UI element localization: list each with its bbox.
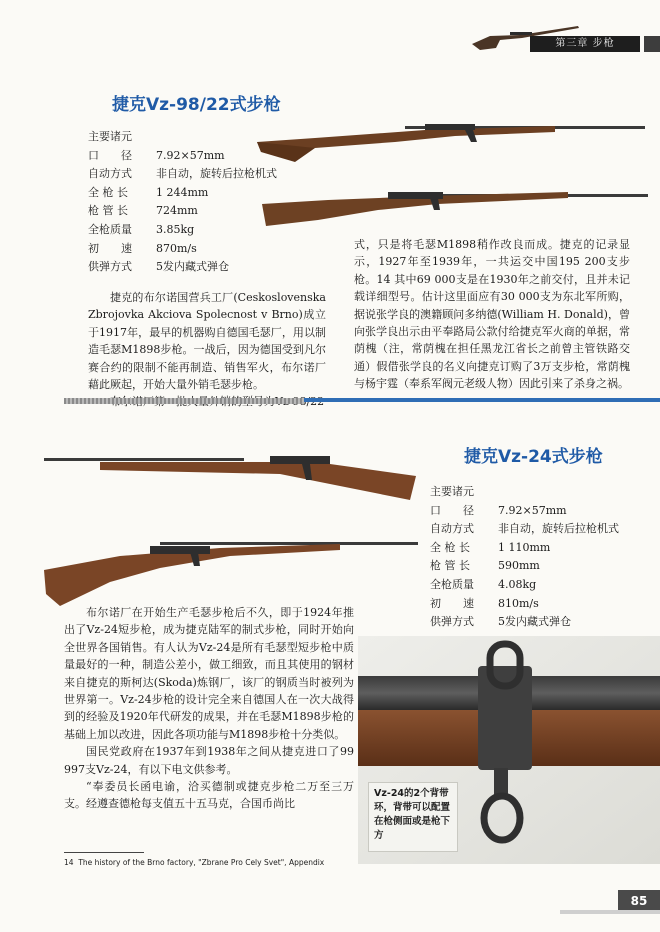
- paragraph: 布尔诺厂在开始生产毛瑟步枪后不久，即于1924年推出了Vz-24短步枪，成为捷克陆军的制式步枪，同时开始向全世界各国销售。有人认为Vz-24是所有毛瑟型短步枪中质量最好的一种，制造公差小，做工细致，而且其使用的钢材来自捷克的斯柯达(Skoda)炼钢厂，该厂的钢质当时被列为世界第一。Vz-24步枪的设计完全来自德国人在一次大战得到的经验及1920年代研发的成果，并在毛瑟M1898步枪的基础上加以改进，因此各项功能与M1898步枪十分类似。: [64, 606, 354, 741]
- specs-title: 主要诸元: [88, 130, 132, 143]
- footnote: [64, 857, 364, 868]
- section1-specs: [88, 128, 277, 277]
- spec-row: [88, 147, 277, 166]
- spec-row: [88, 221, 277, 240]
- page-footer-bar: [560, 910, 660, 914]
- spec-row: [430, 539, 619, 558]
- section2-body: [64, 604, 354, 813]
- paragraph: 式，只是将毛瑟M1898稍作改良而成。捷克的记录显示，1927年至1939年，一共运交中国195 200支步枪。14 其中69 000支是在1930年之前交付，且并未记载详细型号。估计这里面应有30 000支为东北军所购，据说张学良的澳籍顾问多纳德(William H. Donald)，曾向张学良出示由平奉路局公款付给捷克军火商的单据，常荫槐（注，常荫槐在担任黑龙江省长之前曾主管铁路交通）假借张学良的名义向捷克订购了3万支步枪，常荫槐与杨宇霆（奉系军阀元老级人物）因此引来了杀身之祸。: [354, 238, 630, 391]
- spec-value: 870m/s: [156, 241, 197, 255]
- section2-title: 捷克Vz-24式步枪: [464, 447, 603, 467]
- spec-row: [430, 613, 619, 632]
- spec-row: [88, 165, 277, 184]
- paragraph: 捷克的布尔诺国营兵工厂(Ceskoslovenska Zbrojovka Akciova Spolecnost v Brno)成立于1917年，最早的机器购自德国毛瑟厂，用以制造毛瑟M1898步枪。一战后，因为德国受到凡尔赛合约的限制不能再制造、销售军火，布尔诺厂藉此厥起，开始大量外销毛瑟步枪。: [88, 291, 326, 392]
- vz24-rifle-image-top: [40, 440, 420, 506]
- spec-label: 自动方式: [88, 167, 132, 181]
- section-divider-gray: [64, 398, 304, 404]
- spec-value: 7.92×57mm: [156, 148, 225, 162]
- spec-label: 全枪质量: [88, 222, 132, 236]
- footnote-number: 14: [64, 858, 74, 867]
- spec-row: [88, 202, 277, 221]
- spec-value: 3.85kg: [156, 222, 195, 236]
- spec-label: 全 枪 长: [430, 540, 470, 554]
- spec-row: [88, 184, 277, 203]
- paragraph: 国民党政府在1937年到1938年之间从捷克进口了99 997支Vz-24，有以下电文供参考。: [64, 745, 354, 776]
- spec-label: 枪 管 长: [430, 559, 470, 573]
- spec-row: [430, 595, 619, 614]
- spec-label: 供弹方式: [430, 615, 474, 629]
- spec-label: 全 枪 长: [88, 185, 128, 199]
- spec-value: 非自动，旋转后拉枪机式: [156, 167, 277, 181]
- section1-body-left: [88, 289, 326, 411]
- spec-label: 初 速: [88, 241, 132, 255]
- spec-value: 非自动，旋转后拉枪机式: [498, 522, 619, 536]
- spec-value: 1 244mm: [156, 185, 209, 199]
- vz98-rifle-image-top: [255, 112, 650, 172]
- photo-caption: Vz-24的2个背带环，背带可以配置在枪侧面或是枪下方: [368, 782, 458, 852]
- chapter-label: 第三章 步枪: [530, 36, 640, 52]
- spec-label: 供弹方式: [88, 260, 132, 274]
- spec-label: 初 速: [430, 596, 474, 610]
- spec-row: [430, 557, 619, 576]
- paragraph: “奉委员长函电谕，洽买德制或捷克步枪二万至三万支。经遵查德枪每支值五十五马克，合国币尚比: [64, 780, 354, 811]
- spec-row: [430, 520, 619, 539]
- spec-row: [430, 502, 619, 521]
- spec-value: 5发内藏式弹仓: [156, 260, 229, 274]
- page-number: 85: [618, 890, 660, 912]
- spec-label: 自动方式: [430, 522, 474, 536]
- spec-row: [88, 240, 277, 259]
- spec-value: 4.08kg: [498, 577, 537, 591]
- footnote-divider: [64, 852, 144, 853]
- spec-value: 5发内藏式弹仓: [498, 615, 571, 629]
- specs-title: 主要诸元: [430, 485, 474, 498]
- spec-label: 全枪质量: [430, 577, 474, 591]
- spec-row: [88, 258, 277, 277]
- chapter-tab-marker: [644, 36, 660, 52]
- section-divider-blue: [304, 398, 660, 402]
- spec-label: 枪 管 长: [88, 204, 128, 218]
- spec-value: 1 110mm: [498, 540, 551, 554]
- spec-label: 口 径: [88, 148, 132, 162]
- spec-value: 590mm: [498, 559, 540, 573]
- section1-body-right: [354, 236, 630, 393]
- spec-label: 口 径: [430, 503, 474, 517]
- section1-title: 捷克Vz-98/22式步枪: [112, 95, 281, 115]
- vz98-rifle-image-bottom: [258, 176, 653, 234]
- section2-specs: [430, 483, 619, 632]
- footnote-text: The history of the Brno factory, "Zbrane Pro Cely Svet", Appendix: [78, 858, 325, 867]
- spec-value: 810m/s: [498, 596, 539, 610]
- spec-value: 7.92×57mm: [498, 503, 567, 517]
- vz24-rifle-image-bottom: [40, 520, 420, 610]
- spec-row: [430, 576, 619, 595]
- spec-value: 724mm: [156, 204, 198, 218]
